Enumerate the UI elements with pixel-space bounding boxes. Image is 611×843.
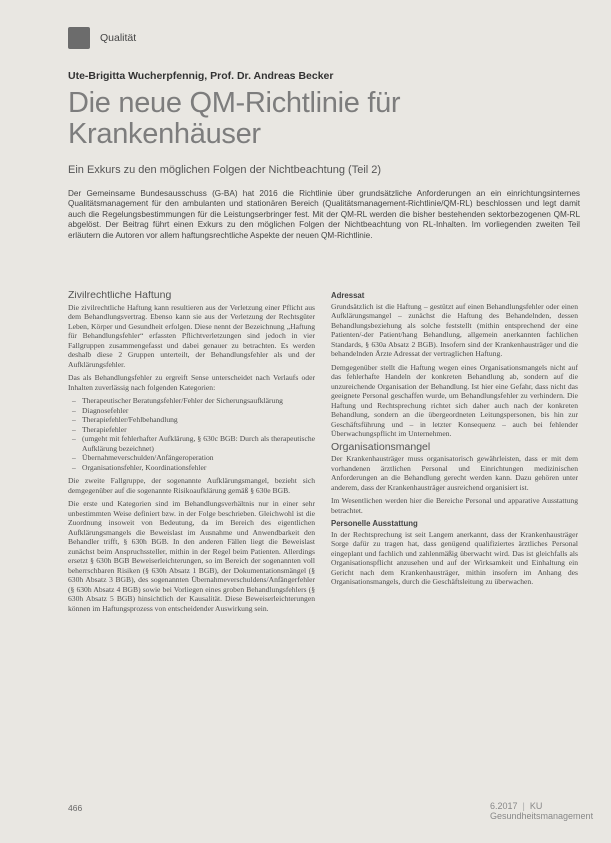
page-number: 466: [68, 803, 83, 813]
list-item: – (umgeht mit fehlerhafter Aufklärung, § 630c BGB: Durch als therapeutische Aufklärung bezeichnet): [76, 434, 315, 453]
paragraph: Die zweite Fallgruppe, der sogenannte Aufklärungsmangel, bezieht sich demgegenüber auf die sogenannte Risikoaufklärung gemäß § 630e BGB.: [68, 476, 315, 495]
section-heading-organisation: Organisationsmangel: [331, 440, 431, 453]
list-item: – Diagnosefehler: [76, 406, 315, 416]
footer-journal: [490, 801, 611, 821]
list-item: – Therapiefehler: [76, 425, 315, 435]
section-square-icon: [68, 27, 90, 49]
right-column: [331, 291, 578, 747]
section-tag-label: Qualität: [100, 32, 137, 44]
list-item: – Übernahmeverschulden/Anfängeroperation: [76, 453, 315, 463]
section-tag: [68, 26, 136, 50]
article-title: Die neue QM-Richtlinie für Krankenhäuser: [68, 87, 401, 150]
subheading-personnel: Personelle Ausstattung: [331, 519, 418, 528]
paragraph: Der Krankenhausträger muss organisatorisch gewährleisten, dass er mit dem vorhandenen ärztlichen Personal und Einrichtungen medizinischen Anforderungen an die Behandlung gerecht werden kann. Dazu gehören unter anderem, dass der Krankenhausträger ausreichend organisiert ist.: [331, 454, 578, 492]
subheading-addressee: Adressat: [331, 291, 365, 300]
list-item: – Organisationsfehler, Koordinationsfehler: [76, 463, 315, 473]
article-authors: Ute-Brigitta Wucherpfennig, Prof. Dr. Andreas Becker: [68, 70, 334, 82]
left-column: [68, 291, 315, 743]
paragraph: In der Rechtsprechung ist seit Langem anerkannt, dass der Krankenhausträger Sorge dafür zu tragen hat, dass genügend qualifiziertes ärztliches Personal eingeplant und fachlich und zahlenmäßig überwacht wird. Das ist gleichfalls als Organisationspflicht anzusehen und auf der Wirksamkeit und Einhaltung ein Gericht nach dem Krankenhausträger, mithin insofern im Anhang des Organisationsmangels, durch die Geschäftsleitung zu überwachen.: [331, 529, 578, 586]
paragraph: Grundsätzlich ist die Haftung – gestützt auf einen Behandlungsfehler oder einen Aufklärungsmangel – zunächst die Haftung des Behandelnden, dessen Behandlungsbeziehung als solche feststellt (mithin entsprechend der eine Patienten/-der Patient/hang Behandlung, allgemein anerkannten fachlichen Standards, § 630a Absatz 2 BGB). Insofern sind der Krankenhausträger und die behandelnden Ärzte Adressat der vertraglichen Haftung.: [331, 301, 578, 358]
section-heading-civil-liability: Zivilrechtliche Haftung: [68, 291, 172, 301]
paragraph: Die erste und Kategorien sind im Behandlungsverhältnis nur in einer sehr unbestimmten Weise definiert bzw. in der Folge beschrieben. Gleichwohl ist die Zuordnung insoweit von Bedeutung, da im Bereich des eigentlichen Aufklärungsmangels die Beweislast im Ausnahme und Anwendbarkeit den Behandler trifft, § 630h BGB. In den anderen Fällen liegt die Beweislast zunächst beim Anspruchssteller, mithin in der Regel beim Patienten. Allerdings ersetzt § 630h BGB Beweiserleichterungen, so im Bereich der sogenannten voll beherrschbaren Risiken (§ 630h Absatz 1 BGB), der Dokumentationsmängel (§ 630h Absatz 3 BGB), des sogenannten Übernahmeverschuldens/Anfängerfehler (§ 630h Absatz 4 BGB) sowie bei Vorliegen eines groben Behandlungsfehlers (§ 630h Absatz 5 BGB) hinsichtlich der Kausalität. Diese Beweiserleichterungen können im Haftungsprozess von entscheidender Auswirkung sein.: [68, 499, 315, 613]
paragraph: Im Wesentlichen werden hier die Bereiche Personal und apparative Ausstattung betrachtet.: [331, 496, 578, 515]
article-intro: Der Gemeinsame Bundesausschuss (G-BA) hat 2016 die Richtlinie über grundsätzliche Anforderungen an ein einrichtungsinternes Qualitätsmanagement für den ambulanten und stationären Bereich (Qualitätsmanagement-Richtlinie/QM-RL) beschlossen und legt damit auch die Regelungsbestimmungen für die Leistungserbringer fest. Mit der QM-RL werden die bisher bestehenden sektorbezogenen QM-RL abgelöst. Der Beitrag führt einen Exkurs zu den möglichen Folgen der Nichtbeachtung von RL-Inhalten. Im vorliegenden zweiten Teil erläutern die Autoren vor allem haftungsrechtliche Aspekte der neuen QM-Richtlinie.: [68, 189, 580, 240]
list-item: – Therapeutischer Beratungsfehler/Fehler der Sicherungsaufklärung: [76, 396, 315, 406]
paragraph: Die zivilrechtliche Haftung kann resultieren aus der Verletzung einer Pflicht aus dem Behandlungsvertrag. Ebenso kann sie aus der Verletzung der Rechtsgüter Leben, Körper und Gesundheit erfolgen. Diese nennt der Bezeichnung „Haftung für Behandlungsfehler“ erfassten Pflichtverletzungen sind jedoch in vier Fallgruppen zusammengefasst und dabei genauer zu betrachten. Es werden deshalb diese 2 Gruppen unterteilt, der Behandlungsfehler als und der Aufklärungsfehler.: [68, 302, 315, 369]
error-category-list: [68, 396, 315, 472]
article-subtitle: Ein Exkurs zu den möglichen Folgen der Nichtbeachtung (Teil 2): [68, 164, 382, 176]
journal-name: KU Gesundheitsmanagement: [490, 801, 594, 821]
divider: |: [522, 801, 525, 811]
paragraph: Das als Behandlungsfehler zu ergreift Sense unterscheidet nach Verlaufs oder Inhalten zuverlässig nach folgenden Kategorien:: [68, 373, 315, 392]
issue-number: 6.2017: [490, 801, 518, 811]
paragraph: Demgegenüber stellt die Haftung wegen eines Organisationsmangels nicht auf das fehlerhafte Handeln der konkreten Behandlung ab, sondern auf die unzureichende Organisation der Behandlung. Ist hier eine Gefahr, dass nicht das geeignete Personal geschaffen wurde, um Behandlungsfehler zu verhindern. Die Haftung und Rechtsprechung richtet sich daher auch nach der konkreten Behandlung, sondern an die übergeordneten Leitungspersonen, bis hin zur Geschäftsführung und – in letzter Konsequenz – auch bei fehlender Überwachungspflicht im Unternehmen.: [331, 362, 578, 438]
list-item: – Therapiefehler/Fehlbehandlung: [76, 415, 315, 425]
